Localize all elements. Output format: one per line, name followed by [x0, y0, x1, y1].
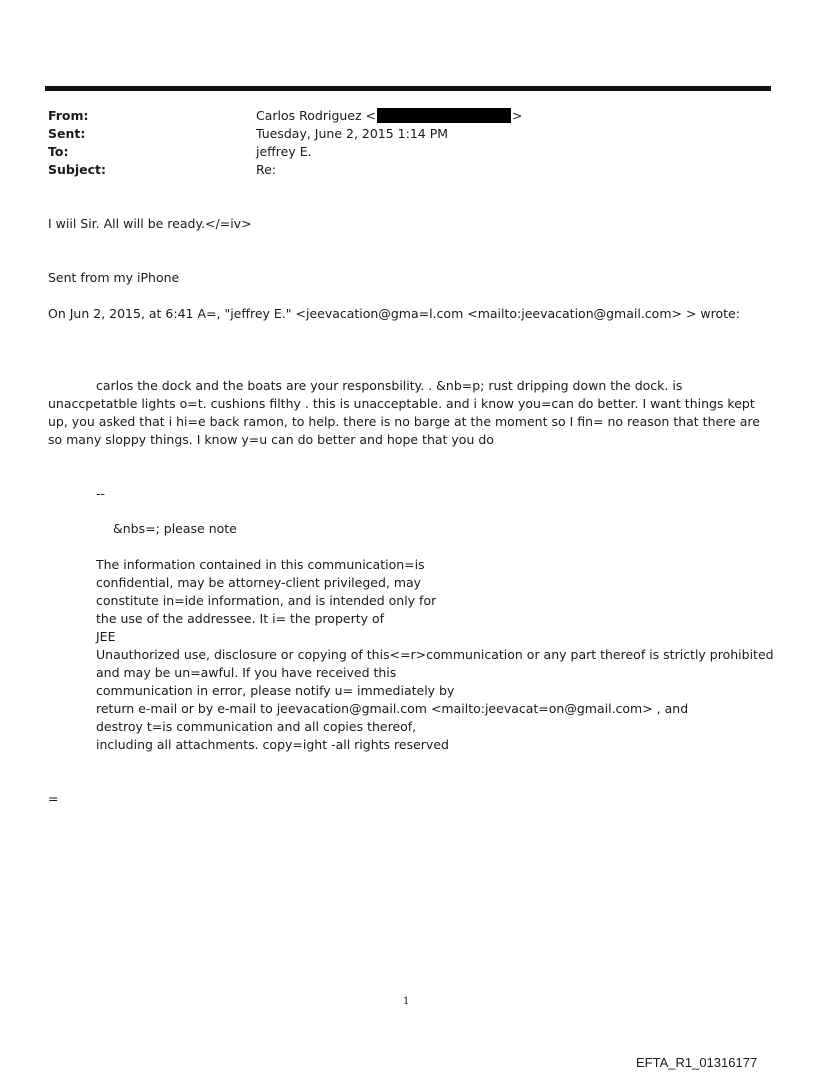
disclaimer-line: confidential, may be attorney-client privileged, may [96, 575, 422, 590]
to-value: jeffrey E. [256, 144, 312, 159]
disclaimer-line: JEE [96, 629, 116, 644]
page-number: 1 [403, 996, 410, 1007]
note-line: &nbs=; please note [113, 521, 237, 536]
disclaimer-line: Unauthorized use, disclosure or copying of this<=r>communication or any part thereof is strictly prohibited [96, 647, 774, 662]
header-rule [45, 86, 771, 91]
from-close: > [512, 108, 523, 123]
disclaimer-line: destroy t=is communication and all copies thereof, [96, 719, 417, 734]
trailing-equals: = [48, 791, 59, 806]
from-value [256, 107, 523, 126]
subject-label: Subject: [48, 162, 106, 177]
document-id: EFTA_R1_01316177 [636, 1055, 758, 1070]
signature: Sent from my iPhone [48, 270, 180, 285]
subject-value: Re: [256, 162, 277, 177]
reply-text: I wiil Sir. All will be ready.</=iv> [48, 216, 252, 231]
disclaimer-line: communication in error, please notify u= immediately by [96, 683, 455, 698]
disclaimer-line: The information contained in this communication=is [96, 557, 425, 572]
disclaimer-line: and may be un=awful. If you have received this [96, 665, 397, 680]
disclaimer-line: constitute in=ide information, and is intended only for [96, 593, 437, 608]
redaction-block [377, 108, 511, 123]
from-name: Carlos Rodriguez < [256, 108, 377, 123]
sent-value: Tuesday, June 2, 2015 1:14 PM [256, 126, 449, 141]
disclaimer-line: the use of the addressee. It i= the property of [96, 611, 385, 626]
sent-label: Sent: [48, 126, 86, 141]
quote-header: On Jun 2, 2015, at 6:41 A=, "jeffrey E." <jeevacation@gma=l.com <mailto:jeevacation@gmail.com> > wrote: [48, 306, 740, 321]
signature-separator: -- [96, 486, 106, 501]
disclaimer-line: return e-mail or by e-mail to jeevacation@gmail.com <mailto:jeevacat=on@gmail.com> , and [96, 701, 689, 716]
disclaimer-line: including all attachments. copy=ight -all rights reserved [96, 737, 449, 752]
to-label: To: [48, 144, 69, 159]
from-label: From: [48, 108, 89, 123]
quoted-paragraph-text: carlos the dock and the boats are your responsbility. . &nb=p; rust dripping down the dock. is unaccpetatble lights o=t. cushions filthy . this is unacceptable. and i know you=can do better. I want things kept up, you asked that i hi=e back ramon, to help. there is no barge at the moment so I fin= no reason that there are so many sloppy things. I know y=u can do better and hope that you do [48, 378, 760, 447]
quoted-paragraph [48, 377, 774, 449]
